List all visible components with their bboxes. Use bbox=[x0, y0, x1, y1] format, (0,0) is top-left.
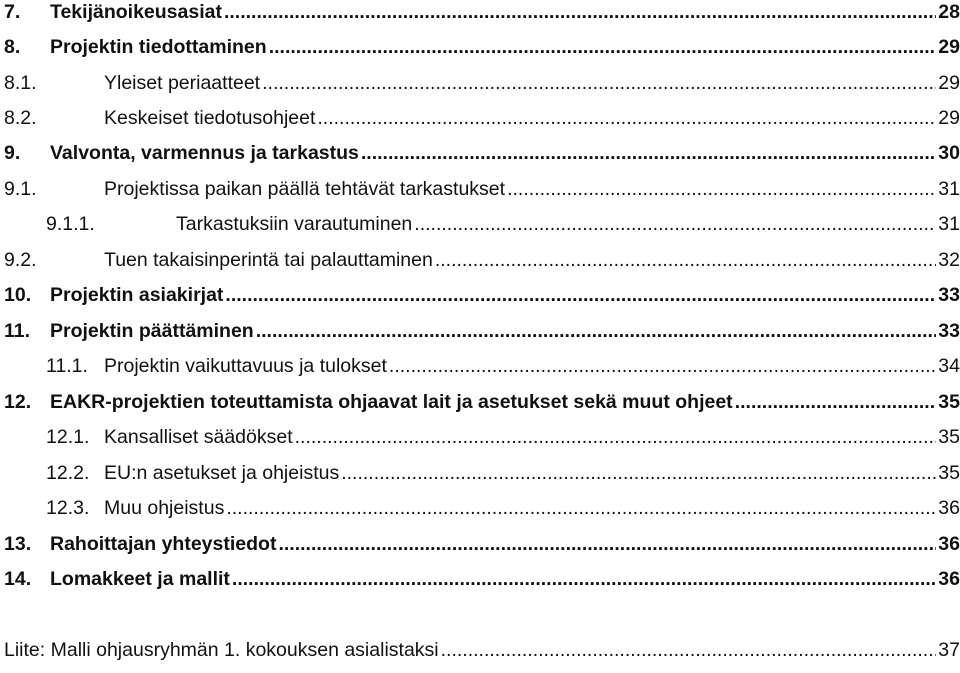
toc-title: Valvonta, varmennus ja tarkastus bbox=[50, 142, 359, 164]
dot-leader bbox=[414, 212, 936, 236]
toc-page-number: 29 bbox=[938, 72, 960, 94]
toc-title: Rahoittajan yhteystiedot bbox=[50, 533, 277, 555]
toc-number: 9.2. bbox=[4, 249, 37, 271]
toc-number: 14. bbox=[4, 568, 32, 590]
toc-title: EAKR-projektien toteuttamista ohjaavat lait ja asetukset sekä muut ohjeet bbox=[50, 391, 733, 413]
toc-title: Lomakkeet ja mallit bbox=[50, 568, 230, 590]
toc-entry-12[interactable] bbox=[4, 390, 960, 414]
toc-entry-7[interactable] bbox=[4, 0, 960, 24]
dot-leader bbox=[232, 567, 936, 591]
toc-page-number: 36 bbox=[938, 533, 960, 555]
dot-leader bbox=[341, 461, 936, 485]
toc-number: 8. bbox=[4, 36, 21, 58]
toc-entry-12-2[interactable] bbox=[46, 461, 960, 485]
toc-page-number: 35 bbox=[938, 462, 960, 484]
toc-page-number: 35 bbox=[938, 426, 960, 448]
dot-leader bbox=[507, 177, 936, 201]
toc-title: Projektissa paikan päällä tehtävät tarkastukset bbox=[104, 178, 506, 200]
toc-number: 12.2. bbox=[46, 462, 90, 484]
toc-page-number: 33 bbox=[938, 284, 960, 306]
toc-title: Projektin päättäminen bbox=[50, 320, 254, 342]
toc-title: Projektin vaikuttavuus ja tulokset bbox=[104, 355, 387, 377]
toc-entry-11-1[interactable] bbox=[46, 354, 960, 378]
toc-page-number: 28 bbox=[938, 1, 960, 23]
toc-title: EU:n asetukset ja ohjeistus bbox=[104, 462, 340, 484]
toc-title: Keskeiset tiedotusohjeet bbox=[104, 107, 316, 129]
toc-number: 9. bbox=[4, 142, 21, 164]
toc-number: 12.1. bbox=[46, 426, 90, 448]
toc-page-number: 36 bbox=[938, 568, 960, 590]
toc-number: 11.1. bbox=[46, 355, 88, 377]
toc-appendix-entry[interactable] bbox=[4, 638, 960, 662]
dot-leader bbox=[256, 319, 937, 343]
toc-number: 9.1. bbox=[4, 178, 37, 200]
dot-leader bbox=[361, 141, 936, 165]
toc-title: Kansalliset säädökset bbox=[104, 426, 293, 448]
toc-page-number: 31 bbox=[938, 213, 960, 235]
dot-leader bbox=[735, 390, 937, 414]
toc-number: 8.2. bbox=[4, 107, 37, 129]
toc-entry-9-2[interactable] bbox=[4, 248, 960, 272]
dot-leader bbox=[435, 248, 936, 272]
toc-page-number: 32 bbox=[938, 249, 960, 271]
toc-title: Projektin asiakirjat bbox=[50, 284, 224, 306]
toc-number: 9.1.1. bbox=[46, 213, 95, 235]
toc-entry-8-2[interactable] bbox=[4, 106, 960, 130]
toc-title: Tekijänoikeusasiat bbox=[50, 1, 222, 23]
toc-page-number: 33 bbox=[938, 320, 960, 342]
toc-entry-10[interactable] bbox=[4, 283, 960, 307]
toc-title: Tarkastuksiin varautuminen bbox=[176, 213, 413, 235]
toc-page-number: 37 bbox=[938, 639, 960, 661]
dot-leader bbox=[317, 106, 936, 130]
toc-entry-8[interactable] bbox=[4, 35, 960, 59]
toc-number: 7. bbox=[4, 1, 21, 23]
toc-title: Muu ohjeistus bbox=[104, 497, 225, 519]
toc-title: Tuen takaisinperintä tai palauttaminen bbox=[104, 249, 433, 271]
toc-entry-13[interactable] bbox=[4, 532, 960, 556]
toc-page-number: 31 bbox=[938, 178, 960, 200]
toc-title: Liite: Malli ohjausryhmän 1. kokouksen asialistaksi bbox=[4, 639, 439, 661]
dot-leader bbox=[389, 354, 936, 378]
toc-entry-9[interactable] bbox=[4, 141, 960, 165]
dot-leader bbox=[269, 35, 937, 59]
dot-leader bbox=[441, 638, 937, 662]
toc-number: 12.3. bbox=[46, 497, 90, 519]
dot-leader bbox=[224, 0, 936, 24]
dot-leader bbox=[278, 532, 936, 556]
toc-entry-9-1[interactable] bbox=[4, 177, 960, 201]
toc-page-number: 34 bbox=[938, 355, 960, 377]
toc-number: 12. bbox=[4, 391, 32, 413]
toc-entry-12-3[interactable] bbox=[46, 496, 960, 520]
dot-leader bbox=[295, 425, 937, 449]
toc-page-number: 29 bbox=[938, 36, 960, 58]
dot-leader bbox=[262, 71, 936, 95]
toc-entry-9-1-1[interactable] bbox=[46, 212, 960, 236]
toc-number: 13. bbox=[4, 533, 32, 555]
toc-page-number: 30 bbox=[938, 142, 960, 164]
dot-leader bbox=[225, 283, 936, 307]
toc-page-number: 36 bbox=[938, 497, 960, 519]
dot-leader bbox=[226, 496, 936, 520]
toc-entry-12-1[interactable] bbox=[46, 425, 960, 449]
toc-title: Yleiset periaatteet bbox=[104, 72, 261, 94]
toc-number: 11. bbox=[4, 320, 31, 342]
toc-page-number: 35 bbox=[938, 391, 960, 413]
toc-entry-8-1[interactable] bbox=[4, 71, 960, 95]
toc-entry-14[interactable] bbox=[4, 567, 960, 591]
toc-number: 10. bbox=[4, 284, 32, 306]
toc-entry-11[interactable] bbox=[4, 319, 960, 343]
toc-number: 8.1. bbox=[4, 72, 37, 94]
toc-page-number: 29 bbox=[938, 107, 960, 129]
toc-title: Projektin tiedottaminen bbox=[50, 36, 267, 58]
